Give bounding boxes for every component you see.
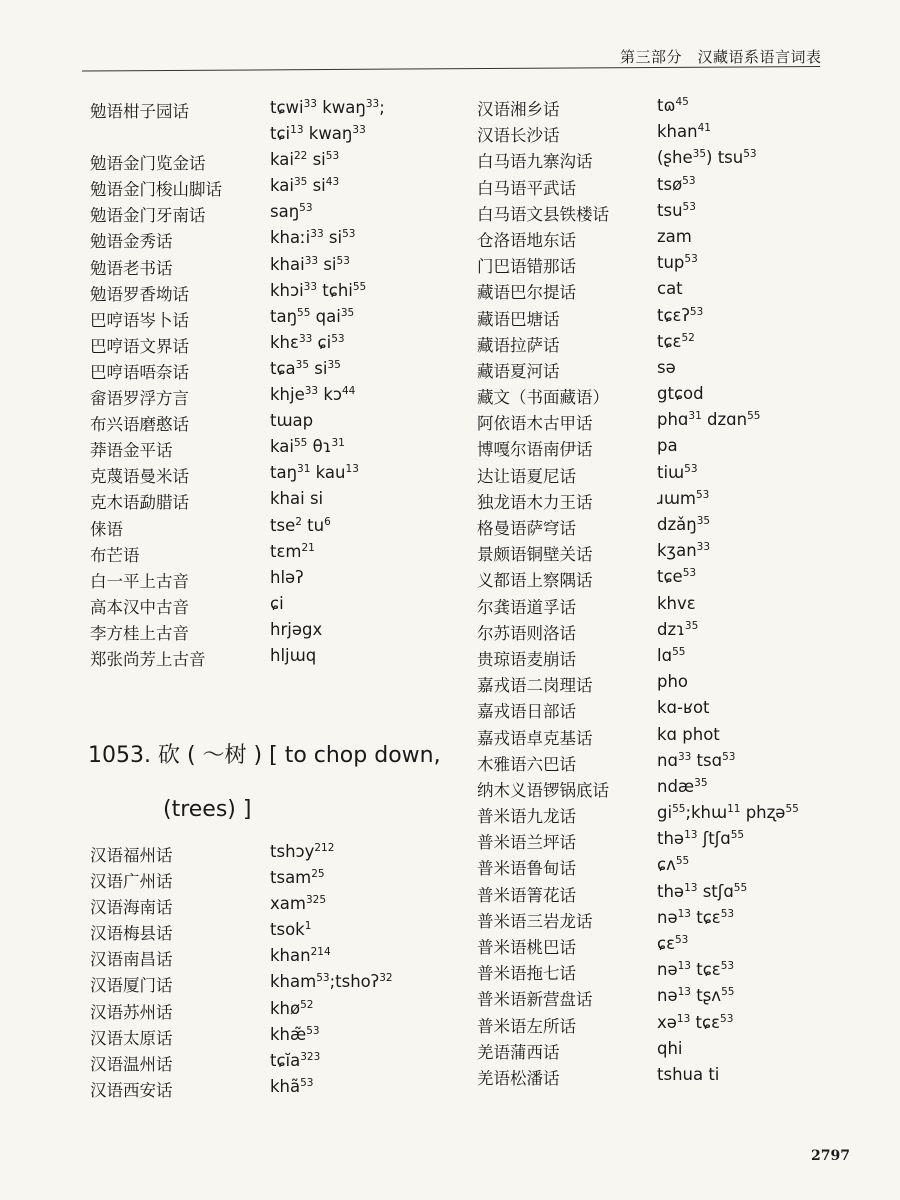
phonetic-form: kham$^{53}$;tshoʔ$^{32}$ — [270, 972, 393, 992]
language-name: 白马语文县铁楼话 — [477, 204, 609, 224]
entry-row — [477, 541, 877, 567]
running-header: 第三部分 汉藏语系语言词表 — [620, 48, 822, 66]
phonetic-form: taŋ$^{31}$ kau$^{13}$ — [270, 463, 359, 483]
language-name: 莽语金平话 — [90, 441, 173, 461]
language-name: 巴哼语唔奈话 — [90, 362, 189, 382]
language-name: 李方桂上古音 — [90, 623, 189, 643]
language-name: 义都语上察隅话 — [477, 571, 593, 591]
phonetic-form: tsø$^{53}$ — [657, 174, 696, 194]
language-name: 勉语金秀话 — [90, 232, 173, 252]
entry-row — [90, 620, 450, 646]
language-name: 克蔑语曼米话 — [90, 467, 189, 487]
entry-heading: 1053. 砍 ( ～树 ) [ to chop down, — [88, 743, 441, 768]
entry-row — [90, 1025, 450, 1051]
phonetic-form: tshua ti — [657, 1064, 720, 1084]
entry-row — [477, 803, 877, 829]
language-name: 汉语温州话 — [90, 1054, 173, 1074]
phonetic-form: tiɯ$^{53}$ — [657, 462, 698, 482]
entry-row — [90, 646, 450, 672]
entry-row — [477, 698, 877, 724]
language-name: 汉语太原话 — [90, 1028, 173, 1048]
phonetic-form: tsok$^1$ — [270, 920, 312, 940]
language-name: 尔苏语则洛话 — [477, 623, 576, 643]
phonetic-form: khan$^{41}$ — [657, 122, 711, 142]
language-name: 普米语左所话 — [477, 1016, 576, 1036]
entry-row — [477, 515, 877, 541]
entry-row — [477, 436, 877, 462]
phonetic-form: ɕʌ$^{55}$ — [657, 855, 690, 875]
phonetic-form: khã$^{53}$ — [270, 1076, 314, 1096]
entry-row — [477, 122, 877, 148]
phonetic-form: kʒan$^{33}$ — [657, 541, 711, 561]
entry-row — [477, 1013, 877, 1039]
phonetic-form: zam — [657, 226, 692, 246]
phonetic-form: qhi — [657, 1038, 683, 1058]
entry-row — [477, 279, 877, 305]
entry-row — [477, 725, 877, 751]
language-name: 勉语金门览金话 — [90, 154, 206, 174]
entry-row — [90, 307, 450, 333]
language-name: 勉语老书话 — [90, 258, 173, 278]
phonetic-form: khai si — [270, 489, 324, 509]
entry-row — [477, 594, 877, 620]
entry-row — [477, 855, 877, 881]
language-name: 仓洛语地东话 — [477, 230, 576, 250]
phonetic-form: tsu$^{53}$ — [657, 200, 696, 220]
language-name: 景颇语铜壁关话 — [477, 545, 593, 565]
language-name: 布芒语 — [90, 545, 140, 565]
language-name: 汉语海南话 — [90, 898, 173, 918]
language-name: 白马语九寨沟话 — [477, 152, 593, 172]
entry-row — [90, 1077, 450, 1103]
entry-row — [90, 489, 450, 515]
entry-row — [477, 227, 877, 253]
entry-row — [90, 594, 450, 620]
entry-row — [90, 202, 450, 228]
entry-row — [90, 385, 450, 411]
entry-row — [477, 882, 877, 908]
language-name: 汉语南昌话 — [90, 950, 173, 970]
phonetic-form: tɯap — [270, 411, 314, 431]
language-name: 阿依语木古甲话 — [477, 414, 593, 434]
entry-row — [90, 176, 450, 202]
entry-row — [477, 777, 877, 803]
left-column-bottom — [90, 842, 450, 1103]
language-name: 嘉戎语日部话 — [477, 702, 576, 722]
language-name: 勉语柑子园话 — [90, 102, 189, 121]
language-name: 白一平上古音 — [90, 571, 189, 591]
language-name: 普米语九龙话 — [477, 807, 576, 827]
phonetic-form: khø$^{52}$ — [270, 998, 314, 1018]
entry-row — [477, 960, 877, 986]
right-column — [477, 96, 877, 1091]
entry-row — [477, 620, 877, 646]
entry-row — [477, 489, 877, 515]
language-name: 达让语夏尼话 — [477, 466, 576, 486]
entry-heading-continued: (trees) ] — [163, 797, 252, 822]
language-name: 汉语苏州话 — [90, 1002, 173, 1022]
phonetic-form: khvɛ — [657, 593, 696, 613]
page-number: 2797 — [811, 1148, 850, 1164]
phonetic-form: ɕi — [270, 593, 284, 613]
language-name: 羌语松潘话 — [477, 1068, 560, 1088]
language-name: 藏文（书面藏语） — [477, 388, 609, 408]
language-name: 独龙语木力王话 — [477, 492, 593, 512]
phonetic-form: khɔi$^{33}$ tɕhi$^{55}$ — [270, 280, 367, 300]
language-name: 藏语夏河话 — [477, 361, 560, 381]
entry-row — [90, 842, 450, 868]
entry-row — [90, 359, 450, 385]
entry-row — [90, 516, 450, 542]
phonetic-form: $gi^{55};khɯ^{11}$ phʐə$^{55}$ — [657, 803, 799, 823]
language-name: 汉语梅县话 — [90, 924, 173, 944]
phonetic-form: lɑ$^{55}$ — [657, 645, 686, 665]
phonetic-form: tsam$^{25}$ — [270, 868, 325, 888]
phonetic-form: pa — [657, 436, 678, 456]
language-name: 白马语平武话 — [477, 178, 576, 198]
phonetic-form: nə$^{13}$ tɕɛ$^{53}$ — [657, 907, 735, 927]
phonetic-form: dzɿ$^{35}$ — [657, 619, 699, 639]
language-name: 汉语湘乡话 — [477, 100, 560, 119]
language-name: 巴哼语文界话 — [90, 336, 189, 356]
entry-row — [90, 894, 450, 920]
language-name: 嘉戎语卓克基话 — [477, 728, 593, 748]
language-name: 普米语鲁甸话 — [477, 859, 576, 879]
phonetic-form: kɑ-ʁot — [657, 698, 710, 718]
phonetic-form: hləʔ — [270, 567, 304, 587]
entry-row — [90, 124, 450, 150]
phonetic-form: tɕwi$^{33}$ kwaŋ$^{33}$; — [270, 98, 385, 117]
phonetic-form: tɕe$^{53}$ — [657, 567, 697, 587]
language-name: 汉语广州话 — [90, 872, 173, 892]
entry-row — [477, 646, 877, 672]
entry-row — [477, 175, 877, 201]
entry-row — [90, 946, 450, 972]
entry-row — [477, 751, 877, 777]
phonetic-form: tɕɛʔ$^{53}$ — [657, 305, 704, 325]
language-name: 藏语拉萨话 — [477, 335, 560, 355]
header-rule — [82, 66, 820, 72]
entry-row — [90, 150, 450, 176]
phonetic-form: hljɯq — [270, 645, 317, 665]
phonetic-form: thə$^{13}$ ʃtʃɑ$^{55}$ — [657, 829, 745, 849]
language-name: 汉语西安话 — [90, 1080, 173, 1100]
phonetic-form: khaːi$^{33}$ $si^{53}$ — [270, 228, 356, 248]
entry-row — [477, 567, 877, 593]
entry-row — [477, 463, 877, 489]
language-name: 汉语长沙话 — [477, 126, 560, 146]
phonetic-form: pho — [657, 672, 689, 692]
entry-row — [477, 1039, 877, 1065]
entry-row — [477, 332, 877, 358]
language-name: 博嘎尔语南伊话 — [477, 440, 593, 460]
entry-row — [477, 672, 877, 698]
phonetic-form: khɛ$^{33}$ ɕi$^{53}$ — [270, 332, 345, 352]
language-name: 羌语蒲西话 — [477, 1042, 560, 1062]
phonetic-form: ɕɛ$^{53}$ — [657, 934, 689, 953]
phonetic-form: kai$^{55}$ θɿ$^{31}$ — [270, 437, 345, 457]
language-name: 高本汉中古音 — [90, 597, 189, 617]
language-name: 克木语勐腊话 — [90, 493, 189, 513]
phonetic-form: hrjəgx — [270, 619, 323, 639]
language-name: 普米语拖七话 — [477, 964, 576, 984]
phonetic-form: tɕĭa$^{323}$ — [270, 1050, 321, 1070]
phonetic-form: nə$^{13}$ tɕɛ$^{53}$ — [657, 960, 735, 980]
language-name: 勉语金门牙南话 — [90, 206, 206, 226]
phonetic-form: khan$^{214}$ — [270, 946, 331, 966]
entry-row — [477, 410, 877, 436]
left-column-top — [90, 98, 450, 672]
language-name: 郑张尚芳上古音 — [90, 649, 206, 669]
entry-row — [90, 411, 450, 437]
entry-row — [90, 1051, 450, 1077]
phonetic-form: khje$^{33}$ kɔ$^{44}$ — [270, 385, 356, 405]
entry-row — [477, 908, 877, 934]
language-name: 勉语罗香坳话 — [90, 284, 189, 304]
entry-row — [477, 96, 877, 122]
entry-row — [90, 333, 450, 359]
entry-row — [477, 934, 877, 960]
entry-row — [477, 1065, 877, 1091]
entry-row — [90, 868, 450, 894]
phonetic-form: taŋ$^{55}$ qai$^{35}$ — [270, 306, 355, 326]
phonetic-form: nə$^{13}$ tʂʌ$^{55}$ — [657, 986, 735, 1006]
entry-row — [477, 201, 877, 227]
entry-row — [477, 829, 877, 855]
phonetic-form: tɕi$^{13}$ kwaŋ$^{33}$ — [270, 124, 366, 144]
entry-row — [477, 358, 877, 384]
language-name: 藏语巴塘话 — [477, 309, 560, 329]
language-name: 普米语箐花话 — [477, 885, 576, 905]
phonetic-form: tɷ$^{45}$ — [657, 96, 689, 115]
phonetic-form: tɛm$^{21}$ — [270, 541, 315, 561]
language-name: 普米语三岩龙话 — [477, 911, 593, 931]
language-name: 纳木义语锣锅底话 — [477, 780, 609, 800]
language-name: 畲语罗浮方言 — [90, 389, 189, 409]
phonetic-form: tɕɛ$^{52}$ — [657, 331, 695, 351]
entry-row — [90, 568, 450, 594]
phonetic-form: gtɕod — [657, 384, 704, 404]
entry-row — [90, 255, 450, 281]
language-name: 贵琼语麦崩话 — [477, 649, 576, 669]
language-name: 汉语福州话 — [90, 846, 173, 865]
phonetic-form: kai$^{35}$ $si^{43}$ — [270, 176, 340, 196]
phonetic-form: kɑ phot — [657, 724, 720, 744]
phonetic-form: tɕa$^{35}$ $si^{35}$ — [270, 358, 341, 378]
entry-row — [477, 148, 877, 174]
phonetic-form: (ʂhe$^{35}$) tsu$^{53}$ — [657, 148, 757, 168]
language-name: 木雅语六巴话 — [477, 754, 576, 774]
phonetic-form: xam$^{325}$ — [270, 894, 326, 914]
entry-row — [90, 463, 450, 489]
language-name: 门巴语错那话 — [477, 257, 576, 277]
phonetic-form: khæ̃$^{53}$ — [270, 1024, 320, 1044]
language-name: 布兴语磨憨话 — [90, 415, 189, 435]
entry-row — [90, 972, 450, 998]
language-name: 俫语 — [90, 519, 123, 539]
language-name: 藏语巴尔提话 — [477, 283, 576, 303]
language-name: 普米语新营盘话 — [477, 990, 593, 1010]
phonetic-form: kai$^{22}$ $si^{53}$ — [270, 150, 340, 170]
language-name: 格曼语萨穹话 — [477, 519, 576, 538]
phonetic-form: dzǎŋ$^{35}$ — [657, 515, 711, 534]
entry-row — [477, 253, 877, 279]
entry-row — [90, 228, 450, 254]
entry-row — [90, 98, 450, 124]
phonetic-form: xə$^{13}$ tɕɛ$^{53}$ — [657, 1012, 734, 1032]
phonetic-form: ɹɯm$^{53}$ — [657, 488, 710, 508]
language-name: 尔龚语道孚话 — [477, 597, 576, 617]
entry-row — [90, 281, 450, 307]
entry-row — [477, 384, 877, 410]
entry-row — [90, 999, 450, 1025]
language-name: 勉语金门梭山脚话 — [90, 180, 222, 200]
entry-row — [90, 437, 450, 463]
language-name: 汉语厦门话 — [90, 976, 173, 996]
entry-row — [477, 986, 877, 1012]
entry-row — [90, 542, 450, 568]
phonetic-form: tshɔy$^{212}$ — [270, 842, 335, 861]
language-name: 普米语兰坪话 — [477, 833, 576, 853]
entry-row — [90, 920, 450, 946]
entry-row — [477, 306, 877, 332]
phonetic-form: tup$^{53}$ — [657, 253, 698, 273]
phonetic-form: nɑ$^{33}$ tsɑ$^{53}$ — [657, 750, 736, 770]
language-name: 普米语桃巴话 — [477, 938, 576, 957]
phonetic-form: khai$^{33}$ $si^{53}$ — [270, 254, 350, 274]
phonetic-form: saŋ$^{53}$ — [270, 202, 313, 222]
language-name: 嘉戎语二岗理话 — [477, 676, 593, 696]
language-name: 巴哼语岑卜话 — [90, 310, 189, 330]
phonetic-form: ndæ$^{35}$ — [657, 776, 708, 796]
phonetic-form: tse$^2$ $tu^6$ — [270, 515, 331, 535]
phonetic-form: cat — [657, 279, 683, 299]
phonetic-form: sə — [657, 357, 676, 377]
phonetic-form: phɑ$^{31}$ dzɑn$^{55}$ — [657, 410, 761, 430]
phonetic-form: thə$^{13}$ stʃɑ$^{55}$ — [657, 881, 748, 901]
